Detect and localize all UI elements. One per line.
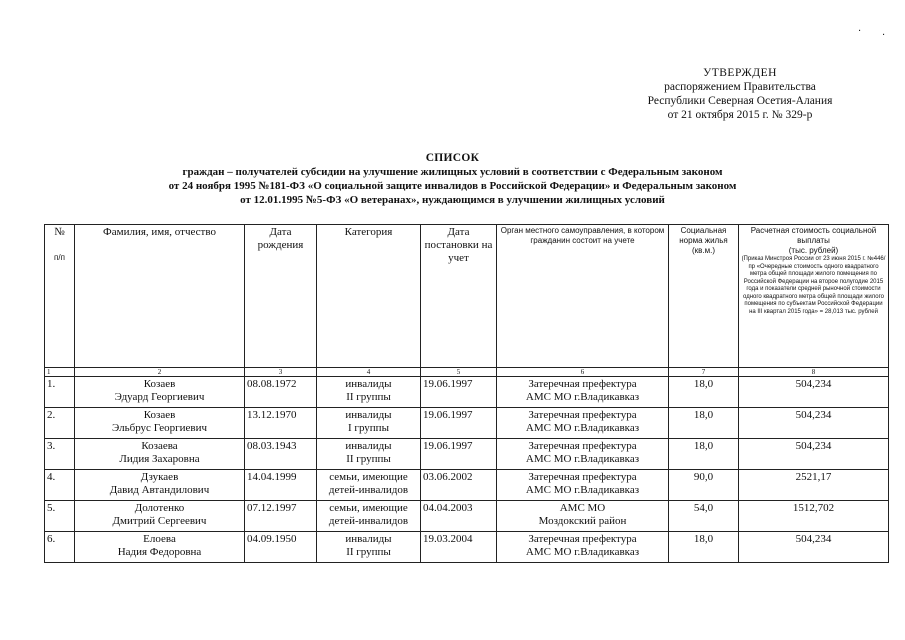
payment-cost-cell [739, 501, 889, 532]
person-name-cell [75, 439, 245, 470]
row-number: 2. [47, 409, 56, 421]
authority: Моздокский район [538, 515, 627, 527]
category: II группы [346, 546, 391, 558]
column-number: 4 [317, 368, 421, 377]
person-name-cell [75, 377, 245, 408]
table-row [45, 377, 889, 408]
column-header-norm: Социальная норма жилья (кв.м.) [669, 225, 739, 368]
birth-date-cell [245, 408, 317, 439]
payment-cost: 1512,702 [792, 502, 835, 514]
scan-dot-mark: · [882, 30, 886, 41]
cost-title: Расчетная стоимость социальной выплаты [750, 226, 877, 245]
registration-date-cell [421, 377, 497, 408]
authority: Затеречная префектура [528, 378, 637, 390]
document-subtitle: от 12.01.1995 №5-ФЗ «О ветеранах», нуждающимся в улучшении жилищных условий [240, 194, 665, 206]
document-header [20, 151, 885, 207]
authority: Затеречная префектура [528, 440, 637, 452]
table-row [45, 501, 889, 532]
housing-norm-cell [669, 377, 739, 408]
column-header-authority: Орган местного самоуправления, в котором гражданин состоит на учете [497, 225, 669, 368]
table-body [45, 377, 889, 563]
person-name: Дмитрий Сергеевич [112, 515, 207, 527]
payment-cost: 504,234 [795, 533, 832, 545]
authority-cell [497, 501, 669, 532]
approval-line: Республики Северная Осетия-Алания [647, 95, 833, 107]
person-name: Козаев [143, 378, 176, 390]
column-header-name: Фамилия, имя, отчество [75, 225, 245, 368]
category: II группы [346, 391, 391, 403]
category-cell [317, 377, 421, 408]
table-row [45, 532, 889, 563]
row-number: 4. [47, 471, 56, 483]
payment-cost-cell [739, 532, 889, 563]
housing-norm-cell [669, 470, 739, 501]
payment-cost-cell [739, 408, 889, 439]
housing-norm-cell [669, 501, 739, 532]
document-title: СПИСОК [425, 152, 480, 164]
category: II группы [346, 453, 391, 465]
authority: АМС МО г.Владикавказ [525, 391, 640, 403]
cost-unit: (тыс. рублей) [788, 246, 839, 255]
housing-norm: 54,0 [693, 502, 714, 514]
payment-cost-cell [739, 439, 889, 470]
payment-cost: 504,234 [795, 440, 832, 452]
category-cell [317, 408, 421, 439]
payment-cost: 2521,17 [795, 471, 832, 483]
birth-date: 13.12.1970 [247, 409, 297, 421]
authority: Затеречная префектура [528, 409, 637, 421]
column-number: 2 [75, 368, 245, 377]
category: инвалиды [345, 533, 392, 545]
registration-date-cell [421, 470, 497, 501]
category: инвалиды [345, 409, 392, 421]
housing-norm: 18,0 [693, 440, 714, 452]
category: I группы [348, 422, 389, 434]
authority: АМС МО г.Владикавказ [525, 484, 640, 496]
person-name-cell [75, 532, 245, 563]
person-name: Надия Федоровна [117, 546, 202, 558]
birth-date: 04.09.1950 [247, 533, 297, 545]
category: инвалиды [345, 378, 392, 390]
row-number: 6. [47, 533, 56, 545]
authority: АМС МО г.Владикавказ [525, 546, 640, 558]
person-name: Давид Автандилович [109, 484, 210, 496]
birth-date-cell [245, 532, 317, 563]
person-name: Эдуард Георгиевич [114, 391, 205, 403]
category-cell [317, 532, 421, 563]
approval-stamp [590, 66, 890, 122]
authority-cell [497, 408, 669, 439]
payment-cost: 504,234 [795, 409, 832, 421]
scan-dot-mark: · [858, 26, 862, 37]
approval-line: распоряжением Правительства [664, 81, 816, 93]
registration-date-cell [421, 532, 497, 563]
category: семьи, имеющие [329, 471, 408, 483]
person-name-cell [75, 501, 245, 532]
authority: АМС МО [559, 502, 606, 514]
row-number-cell [45, 408, 75, 439]
row-number: 1. [47, 378, 56, 390]
authority-cell [497, 532, 669, 563]
authority: Затеречная префектура [528, 533, 637, 545]
person-name: Лидия Захаровна [119, 453, 200, 465]
column-header-number-top: № [54, 226, 65, 238]
birth-date: 14.04.1999 [247, 471, 297, 483]
row-number-cell [45, 470, 75, 501]
person-name: Козаева [141, 440, 178, 452]
housing-norm: 90,0 [693, 471, 714, 483]
column-header-number [45, 225, 75, 368]
approval-title: УТВЕРЖДЕН [703, 67, 777, 79]
housing-norm-cell [669, 408, 739, 439]
table-row [45, 408, 889, 439]
row-number-cell [45, 377, 75, 408]
approval-line: от 21 октября 2015 г. № 329-р [667, 109, 813, 121]
column-number: 3 [245, 368, 317, 377]
registration-date-cell [421, 408, 497, 439]
registration-date: 19.03.2004 [423, 533, 473, 545]
registration-date: 19.06.1997 [423, 409, 473, 421]
person-name: Елоева [143, 533, 176, 545]
person-name: Эльбрус Георгиевич [111, 422, 207, 434]
authority: АМС МО г.Владикавказ [525, 453, 640, 465]
category-cell [317, 439, 421, 470]
table-row [45, 470, 889, 501]
registration-date: 04.04.2003 [423, 502, 473, 514]
column-number: 8 [739, 368, 889, 377]
birth-date: 08.03.1943 [247, 440, 297, 452]
housing-norm-cell [669, 439, 739, 470]
column-header-birth-date: Дата рождения [245, 225, 317, 368]
authority-cell [497, 470, 669, 501]
registration-date-cell [421, 439, 497, 470]
category: детей-инвалидов [328, 515, 409, 527]
birth-date: 08.08.1972 [247, 378, 297, 390]
column-number: 5 [421, 368, 497, 377]
authority: АМС МО г.Владикавказ [525, 422, 640, 434]
column-header-number-bottom: п/п [54, 253, 65, 262]
housing-norm: 18,0 [693, 533, 714, 545]
payment-cost-cell [739, 470, 889, 501]
column-number: 6 [497, 368, 669, 377]
column-number: 1 [45, 368, 75, 377]
registration-date: 19.06.1997 [423, 378, 473, 390]
registration-date: 19.06.1997 [423, 440, 473, 452]
category: инвалиды [345, 440, 392, 452]
housing-norm: 18,0 [693, 378, 714, 390]
column-header-cost [739, 225, 889, 368]
payment-cost: 504,234 [795, 378, 832, 390]
table-row [45, 439, 889, 470]
document-subtitle: граждан – получателей субсидии на улучшение жилищных условий в соответствии с Федеральным законом [182, 166, 723, 178]
birth-date-cell [245, 501, 317, 532]
person-name-cell [75, 470, 245, 501]
row-number-cell [45, 501, 75, 532]
registration-date: 03.06.2002 [423, 471, 473, 483]
document-subtitle: от 24 ноября 1995 №181-ФЗ «О социальной защите инвалидов в Российской Федерации» и Федеральным законом [168, 180, 737, 192]
column-header-registration-date: Дата постановки на учет [421, 225, 497, 368]
category: детей-инвалидов [328, 484, 409, 496]
category-cell [317, 501, 421, 532]
person-name: Дзукаев [140, 471, 179, 483]
person-name: Козаев [143, 409, 176, 421]
birth-date-cell [245, 377, 317, 408]
category-cell [317, 470, 421, 501]
person-name-cell [75, 408, 245, 439]
row-number: 3. [47, 440, 56, 452]
birth-date: 07.12.1997 [247, 502, 297, 514]
birth-date-cell [245, 470, 317, 501]
housing-norm: 18,0 [693, 409, 714, 421]
column-header-category: Категория [317, 225, 421, 368]
authority: Затеречная префектура [528, 471, 637, 483]
row-number-cell [45, 532, 75, 563]
row-number: 5. [47, 502, 56, 514]
person-name: Долотенко [134, 502, 185, 514]
housing-norm-cell [669, 532, 739, 563]
row-number-cell [45, 439, 75, 470]
column-number: 7 [669, 368, 739, 377]
authority-cell [497, 439, 669, 470]
authority-cell [497, 377, 669, 408]
payment-cost-cell [739, 377, 889, 408]
registration-date-cell [421, 501, 497, 532]
category: семьи, имеющие [329, 502, 408, 514]
cost-note: (Приказ Минстроя России от 23 июня 2015 г. №446/пр «Очередные стоимость одного квадратного метра общей площади жилого помещения по Российской Федерации на второе полугодие 2015 года и показатели средней рыночной стоимости одного квадратного метра общей площади жилого помещения по субъектам Российской Федерации на III квартал 2015 года» = 28,013 тыс. рублей [741, 256, 886, 315]
recipients-table [44, 224, 889, 563]
birth-date-cell [245, 439, 317, 470]
